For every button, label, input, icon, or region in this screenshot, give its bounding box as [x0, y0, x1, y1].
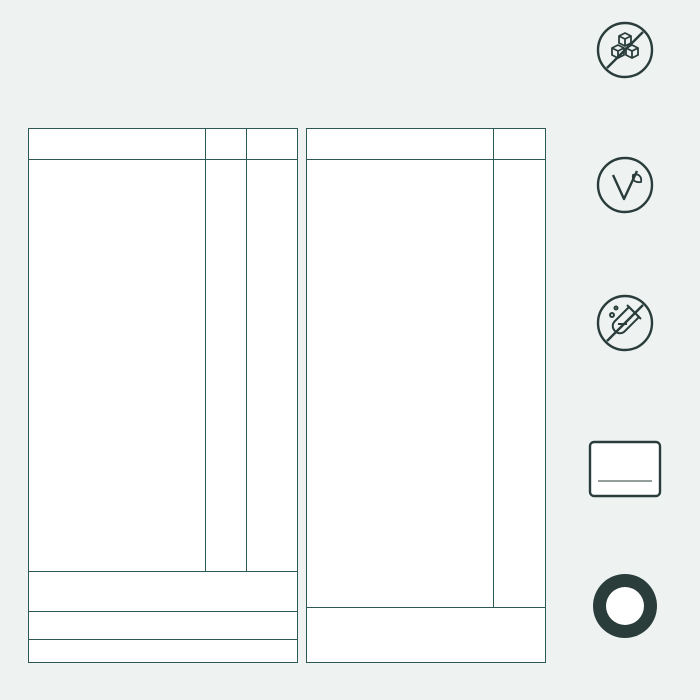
- sugar-cube-crossed-icon: [595, 20, 655, 80]
- badge-fda: [570, 440, 680, 540]
- nutrition-info-table: [28, 128, 298, 663]
- badge-gmp: [570, 572, 680, 687]
- overage-note: [29, 611, 297, 639]
- rda-note: [29, 571, 297, 611]
- test-tube-crossed-icon: [595, 293, 655, 353]
- blends-table-header: [307, 129, 545, 160]
- fda-logo-icon: [588, 440, 662, 498]
- badge-vegan: [570, 155, 680, 265]
- vegan-leaf-icon: [595, 155, 655, 215]
- gmp-seal-icon: [591, 572, 659, 640]
- dosage-note: [29, 639, 297, 664]
- column-divider: [493, 129, 494, 607]
- column-divider: [205, 129, 206, 571]
- other-ingredients: [307, 607, 545, 613]
- blends-profile-table: [306, 128, 546, 663]
- column-divider: [246, 129, 247, 571]
- nutrition-table-header: [29, 129, 297, 160]
- badge-zero-sugar: [570, 20, 680, 120]
- badge-zero-preservatives: [570, 293, 680, 403]
